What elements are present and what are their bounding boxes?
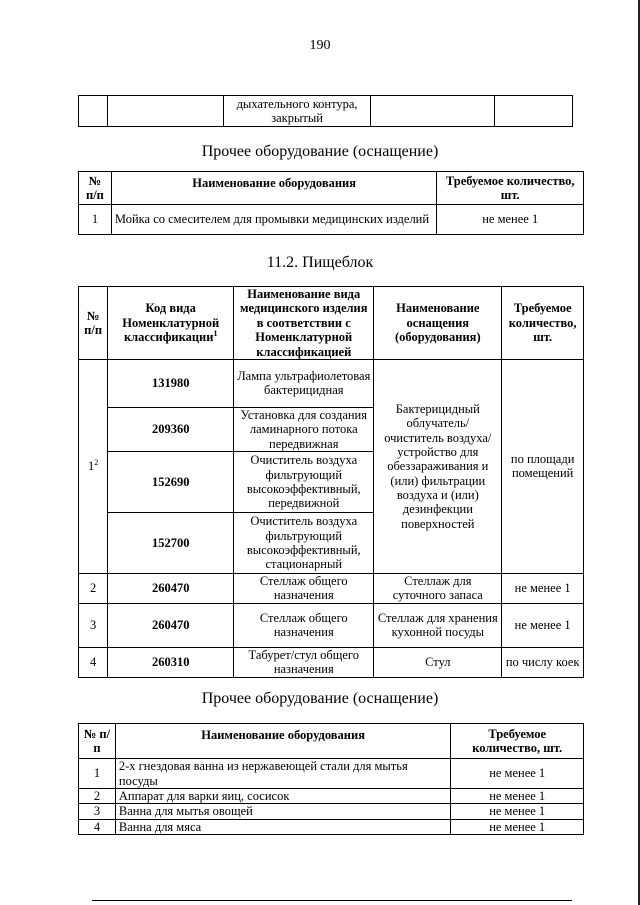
row-name: Ванна для мяса <box>115 819 450 834</box>
row-code: 131980 <box>108 359 234 407</box>
page-number: 190 <box>309 38 331 53</box>
row-code: 209360 <box>108 407 234 451</box>
col-header-name: Наименование оборудования <box>111 172 437 205</box>
other-equipment-table <box>78 171 584 235</box>
row-code: 260310 <box>108 647 234 677</box>
col-header-num: № п/п <box>79 287 108 360</box>
col-header-num: № п/п <box>79 724 116 759</box>
row-num: $1^2$ <box>79 359 108 573</box>
row-name: Аппарат для варки яиц, сосисок <box>115 789 450 804</box>
row-qty: по площади помещений <box>502 359 584 573</box>
row-device: Лампа ультрафиолетовая бактерицидная <box>234 359 374 407</box>
table-row <box>79 804 584 819</box>
row-qty: не менее 1 <box>451 789 584 804</box>
table-header-row <box>79 172 584 205</box>
table-row <box>79 96 573 127</box>
row-device: Установка для создания ламинарного потока передвижная <box>234 407 374 451</box>
row-qty: не менее 1 <box>437 205 584 235</box>
row-equipment: Стул <box>374 647 502 677</box>
section-heading-other-equipment-2: Прочее оборудование (оснащение) <box>201 690 439 707</box>
row-equipment: Стеллаж для хранения кухонной посуды <box>374 603 502 647</box>
other-equipment-table-2 <box>78 723 584 835</box>
row-qty: не менее 1 <box>451 759 584 789</box>
row-equipment: Стеллаж для суточного запаса <box>374 574 502 604</box>
row-num: 4 <box>79 819 116 834</box>
row-device: Очиститель воздуха фильтрующий высокоэффективный, передвижной <box>234 452 374 513</box>
col-header-qty: Требуемое количество, шт. <box>437 172 584 205</box>
table-header-row <box>79 724 584 759</box>
row-name: Мойка со смесителем для промывки медицинских изделий <box>111 205 437 235</box>
row-code: 152690 <box>108 452 234 513</box>
row-code: 152700 <box>108 513 234 574</box>
row-device: Очиститель воздуха фильтрующий высокоэффективный, стационарный <box>234 513 374 574</box>
row-qty: не менее 1 <box>502 574 584 604</box>
table-row <box>79 759 584 789</box>
row-equipment: Бактерицидный облучатель/ очиститель воздуха/ устройство для обеззараживания и (или) фильтрации воздуха и (или) дезинфекции поверхностей <box>374 359 502 573</box>
col-header-num: № п/п <box>79 172 112 205</box>
table-row <box>79 359 584 407</box>
table-row <box>79 819 584 834</box>
row-qty: по числу коек <box>502 647 584 677</box>
row-device: Стеллаж общего назначения <box>234 574 374 604</box>
row-name: 2-х гнездовая ванна из нержавеющей стали для мытья посуды <box>115 759 450 789</box>
device-name-cell: дыхательного контура, закрытый <box>224 96 371 127</box>
table-row <box>79 603 584 647</box>
row-num: 1 <box>79 205 112 235</box>
row-qty: не менее 1 <box>451 819 584 834</box>
section-heading-other-equipment: Прочее оборудование (оснащение) <box>201 143 439 160</box>
row-qty: не менее 1 <box>502 603 584 647</box>
row-num: 3 <box>79 804 116 819</box>
col-header-name: Наименование оборудования <box>115 724 450 759</box>
col-header-code: Код вида Номенклатурной классификации$^1$ <box>108 287 234 360</box>
bottom-rule <box>92 900 572 901</box>
continuation-table <box>78 95 573 127</box>
row-code: 260470 <box>108 574 234 604</box>
table-header-row <box>79 287 584 360</box>
row-device: Табурет/стул общего назначения <box>234 647 374 677</box>
row-code: 260470 <box>108 603 234 647</box>
row-num: 2 <box>79 574 108 604</box>
kitchen-equipment-table <box>78 286 584 678</box>
section-heading-kitchen: 11.2. Пищеблок <box>266 254 374 271</box>
col-header-equipment: Наименование оснащения (оборудования) <box>374 287 502 360</box>
table-row <box>79 647 584 677</box>
row-num: 4 <box>79 647 108 677</box>
row-num: 1 <box>79 759 116 789</box>
row-device: Стеллаж общего назначения <box>234 603 374 647</box>
table-row <box>79 789 584 804</box>
col-header-qty: Требуемое количество, шт. <box>502 287 584 360</box>
table-row <box>79 574 584 604</box>
table-row <box>79 205 584 235</box>
row-qty: не менее 1 <box>451 804 584 819</box>
row-name: Ванна для мытья овощей <box>115 804 450 819</box>
col-header-qty: Требуемое количество, шт. <box>451 724 584 759</box>
col-header-device: Наименование вида медицинского изделия в соответствии с Номенклатурной классификацией <box>234 287 374 360</box>
row-num: 3 <box>79 603 108 647</box>
row-num: 2 <box>79 789 116 804</box>
